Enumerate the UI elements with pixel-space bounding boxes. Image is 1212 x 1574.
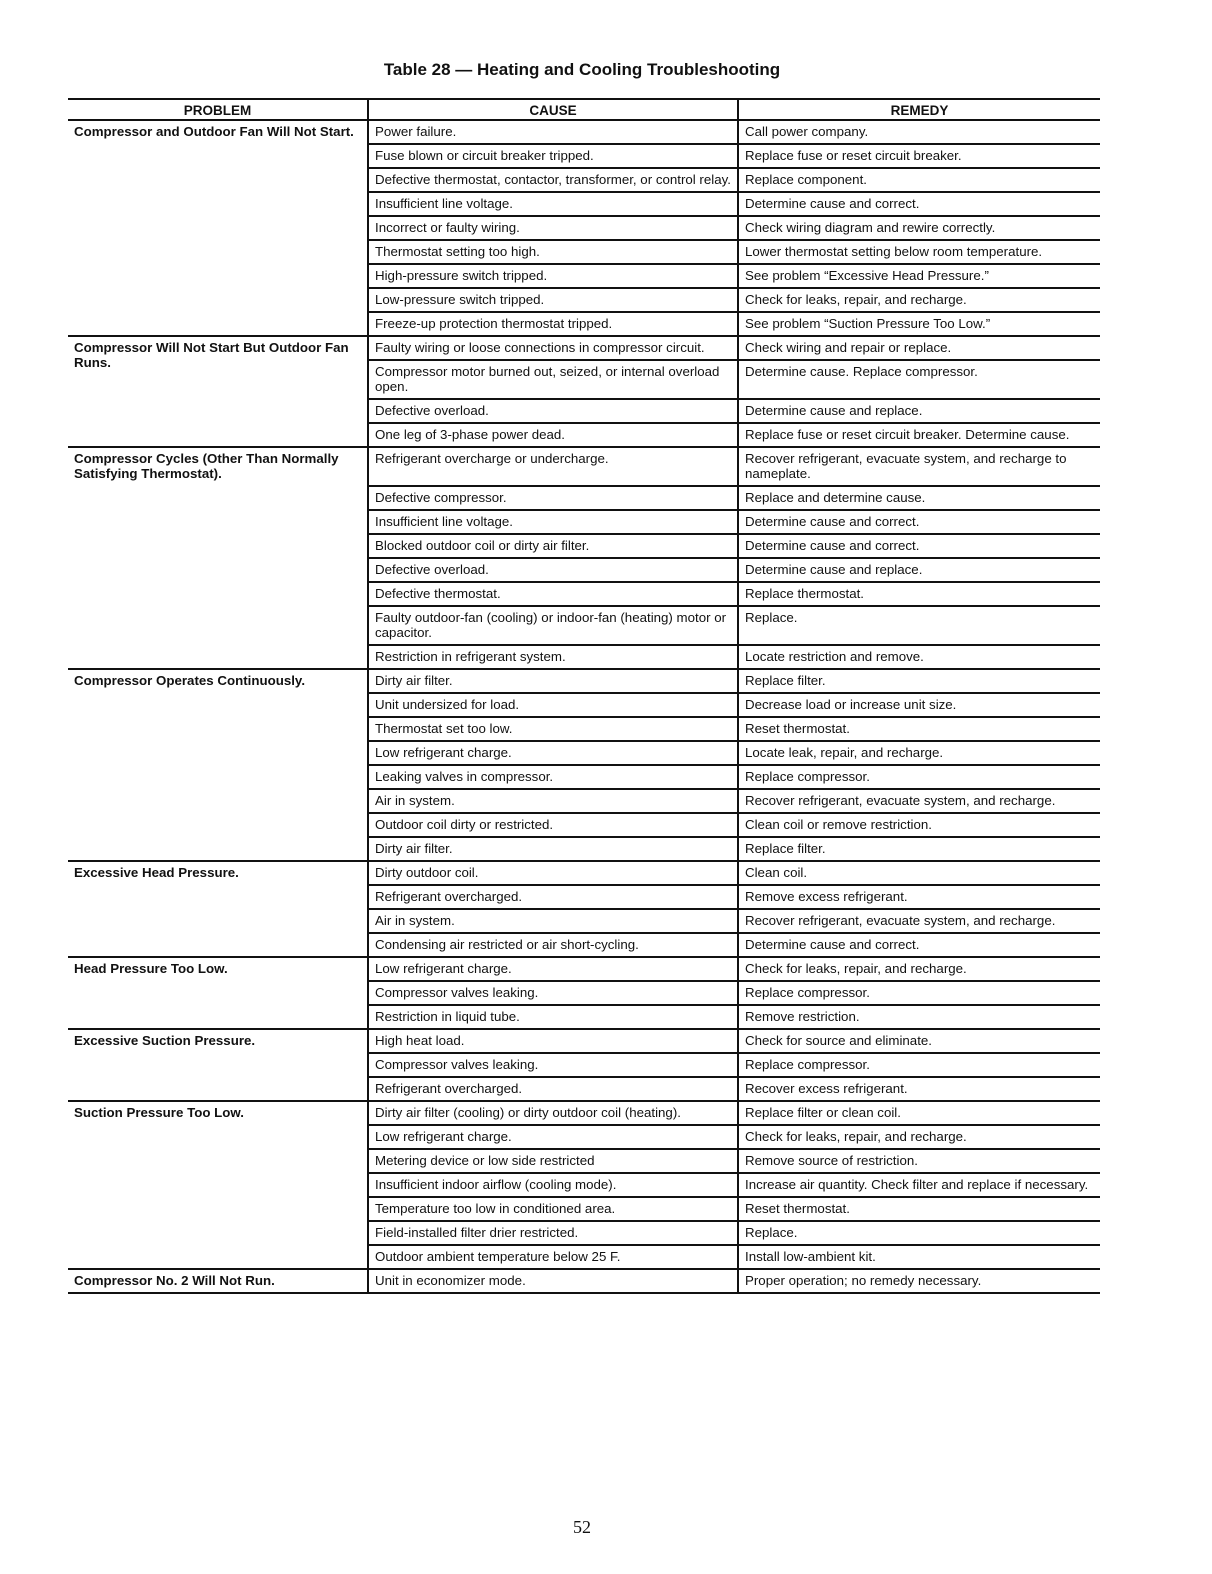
cause-cell: High-pressure switch tripped.	[368, 264, 738, 288]
remedy-cell: Replace filter or clean coil.	[738, 1101, 1100, 1125]
cause-cell: Air in system.	[368, 789, 738, 813]
remedy-cell: Reset thermostat.	[738, 717, 1100, 741]
remedy-cell: Check wiring and repair or replace.	[738, 336, 1100, 360]
problem-cell: Excessive Head Pressure.	[68, 861, 368, 957]
remedy-cell: Check wiring diagram and rewire correctly.	[738, 216, 1100, 240]
remedy-cell: Recover refrigerant, evacuate system, and recharge.	[738, 789, 1100, 813]
cause-cell: Fuse blown or circuit breaker tripped.	[368, 144, 738, 168]
cause-cell: Insufficient line voltage.	[368, 510, 738, 534]
remedy-cell: Determine cause and correct.	[738, 510, 1100, 534]
remedy-cell: Recover refrigerant, evacuate system, and recharge to nameplate.	[738, 447, 1100, 486]
cause-cell: Leaking valves in compressor.	[368, 765, 738, 789]
cause-cell: Unit undersized for load.	[368, 693, 738, 717]
remedy-cell: Replace fuse or reset circuit breaker.	[738, 144, 1100, 168]
remedy-cell: Call power company.	[738, 120, 1100, 144]
cause-cell: Defective overload.	[368, 399, 738, 423]
cause-cell: Temperature too low in conditioned area.	[368, 1197, 738, 1221]
cause-cell: Restriction in refrigerant system.	[368, 645, 738, 669]
remedy-cell: Remove source of restriction.	[738, 1149, 1100, 1173]
page-number: 52	[573, 1517, 591, 1537]
cause-cell: Incorrect or faulty wiring.	[368, 216, 738, 240]
cause-cell: Low-pressure switch tripped.	[368, 288, 738, 312]
remedy-cell: Check for source and eliminate.	[738, 1029, 1100, 1053]
cause-cell: Refrigerant overcharge or undercharge.	[368, 447, 738, 486]
remedy-cell: See problem “Suction Pressure Too Low.”	[738, 312, 1100, 336]
cause-cell: Compressor valves leaking.	[368, 981, 738, 1005]
remedy-cell: Replace filter.	[738, 837, 1100, 861]
cause-cell: Thermostat set too low.	[368, 717, 738, 741]
table-row	[68, 1029, 1100, 1053]
remedy-cell: Reset thermostat.	[738, 1197, 1100, 1221]
remedy-cell: Clean coil or remove restriction.	[738, 813, 1100, 837]
remedy-cell: Determine cause and correct.	[738, 192, 1100, 216]
cause-cell: Low refrigerant charge.	[368, 1125, 738, 1149]
cause-cell: Compressor valves leaking.	[368, 1053, 738, 1077]
remedy-cell: Determine cause and correct.	[738, 534, 1100, 558]
cause-cell: Restriction in liquid tube.	[368, 1005, 738, 1029]
table-row	[68, 120, 1100, 144]
cause-cell: High heat load.	[368, 1029, 738, 1053]
remedy-cell: Remove excess refrigerant.	[738, 885, 1100, 909]
remedy-cell: Replace thermostat.	[738, 582, 1100, 606]
remedy-cell: Clean coil.	[738, 861, 1100, 885]
remedy-cell: Install low-ambient kit.	[738, 1245, 1100, 1269]
remedy-cell: Replace component.	[738, 168, 1100, 192]
remedy-cell: Lower thermostat setting below room temperature.	[738, 240, 1100, 264]
remedy-cell: Determine cause and replace.	[738, 558, 1100, 582]
problem-cell: Compressor and Outdoor Fan Will Not Start.	[68, 120, 368, 336]
remedy-cell: Replace filter.	[738, 669, 1100, 693]
cause-cell: Defective thermostat.	[368, 582, 738, 606]
problem-cell: Compressor No. 2 Will Not Run.	[68, 1269, 368, 1293]
remedy-cell: Replace compressor.	[738, 981, 1100, 1005]
cause-cell: Freeze-up protection thermostat tripped.	[368, 312, 738, 336]
troubleshooting-table	[68, 98, 1100, 1294]
cause-cell: One leg of 3-phase power dead.	[368, 423, 738, 447]
cause-cell: Field-installed filter drier restricted.	[368, 1221, 738, 1245]
problem-cell: Compressor Will Not Start But Outdoor Fan Runs.	[68, 336, 368, 447]
remedy-cell: Determine cause. Replace compressor.	[738, 360, 1100, 399]
remedy-cell: Decrease load or increase unit size.	[738, 693, 1100, 717]
remedy-cell: Replace.	[738, 1221, 1100, 1245]
cause-cell: Insufficient line voltage.	[368, 192, 738, 216]
cause-cell: Metering device or low side restricted	[368, 1149, 738, 1173]
problem-cell: Excessive Suction Pressure.	[68, 1029, 368, 1101]
header-cause: CAUSE	[368, 99, 738, 120]
cause-cell: Faulty wiring or loose connections in compressor circuit.	[368, 336, 738, 360]
cause-cell: Blocked outdoor coil or dirty air filter.	[368, 534, 738, 558]
cause-cell: Outdoor ambient temperature below 25 F.	[368, 1245, 738, 1269]
cause-cell: Dirty air filter (cooling) or dirty outdoor coil (heating).	[368, 1101, 738, 1125]
remedy-cell: Check for leaks, repair, and recharge.	[738, 957, 1100, 981]
problem-cell: Compressor Cycles (Other Than Normally Satisfying Thermostat).	[68, 447, 368, 669]
problem-cell: Compressor Operates Continuously.	[68, 669, 368, 861]
cause-cell: Compressor motor burned out, seized, or internal overload open.	[368, 360, 738, 399]
table-row	[68, 336, 1100, 360]
remedy-cell: Check for leaks, repair, and recharge.	[738, 1125, 1100, 1149]
cause-cell: Dirty air filter.	[368, 669, 738, 693]
remedy-cell: Check for leaks, repair, and recharge.	[738, 288, 1100, 312]
cause-cell: Refrigerant overcharged.	[368, 885, 738, 909]
cause-cell: Faulty outdoor-fan (cooling) or indoor-fan (heating) motor or capacitor.	[368, 606, 738, 645]
header-problem: PROBLEM	[68, 99, 368, 120]
remedy-cell: Replace compressor.	[738, 765, 1100, 789]
table-row	[68, 447, 1100, 486]
cause-cell: Low refrigerant charge.	[368, 741, 738, 765]
cause-cell: Defective compressor.	[368, 486, 738, 510]
table-row	[68, 669, 1100, 693]
header-row	[68, 99, 1100, 120]
table-row	[68, 861, 1100, 885]
remedy-cell: Replace fuse or reset circuit breaker. Determine cause.	[738, 423, 1100, 447]
cause-cell: Insufficient indoor airflow (cooling mode).	[368, 1173, 738, 1197]
problem-cell: Suction Pressure Too Low.	[68, 1101, 368, 1269]
table-title: Table 28 — Heating and Cooling Troubleshooting	[383, 60, 781, 79]
remedy-cell: Replace compressor.	[738, 1053, 1100, 1077]
table-row	[68, 957, 1100, 981]
remedy-cell: Locate leak, repair, and recharge.	[738, 741, 1100, 765]
table-body	[68, 120, 1100, 1293]
remedy-cell: Proper operation; no remedy necessary.	[738, 1269, 1100, 1293]
remedy-cell: Remove restriction.	[738, 1005, 1100, 1029]
cause-cell: Defective overload.	[368, 558, 738, 582]
cause-cell: Condensing air restricted or air short-cycling.	[368, 933, 738, 957]
cause-cell: Outdoor coil dirty or restricted.	[368, 813, 738, 837]
header-remedy: REMEDY	[738, 99, 1100, 120]
remedy-cell: Determine cause and correct.	[738, 933, 1100, 957]
table-row	[68, 1269, 1100, 1293]
cause-cell: Dirty air filter.	[368, 837, 738, 861]
cause-cell: Thermostat setting too high.	[368, 240, 738, 264]
cause-cell: Refrigerant overcharged.	[368, 1077, 738, 1101]
remedy-cell: See problem “Excessive Head Pressure.”	[738, 264, 1100, 288]
remedy-cell: Locate restriction and remove.	[738, 645, 1100, 669]
table-row	[68, 1101, 1100, 1125]
cause-cell: Unit in economizer mode.	[368, 1269, 738, 1293]
cause-cell: Defective thermostat, contactor, transformer, or control relay.	[368, 168, 738, 192]
remedy-cell: Replace.	[738, 606, 1100, 645]
remedy-cell: Recover refrigerant, evacuate system, and recharge.	[738, 909, 1100, 933]
cause-cell: Power failure.	[368, 120, 738, 144]
remedy-cell: Determine cause and replace.	[738, 399, 1100, 423]
remedy-cell: Replace and determine cause.	[738, 486, 1100, 510]
cause-cell: Air in system.	[368, 909, 738, 933]
remedy-cell: Recover excess refrigerant.	[738, 1077, 1100, 1101]
remedy-cell: Increase air quantity. Check filter and replace if necessary.	[738, 1173, 1100, 1197]
cause-cell: Low refrigerant charge.	[368, 957, 738, 981]
cause-cell: Dirty outdoor coil.	[368, 861, 738, 885]
problem-cell: Head Pressure Too Low.	[68, 957, 368, 1029]
